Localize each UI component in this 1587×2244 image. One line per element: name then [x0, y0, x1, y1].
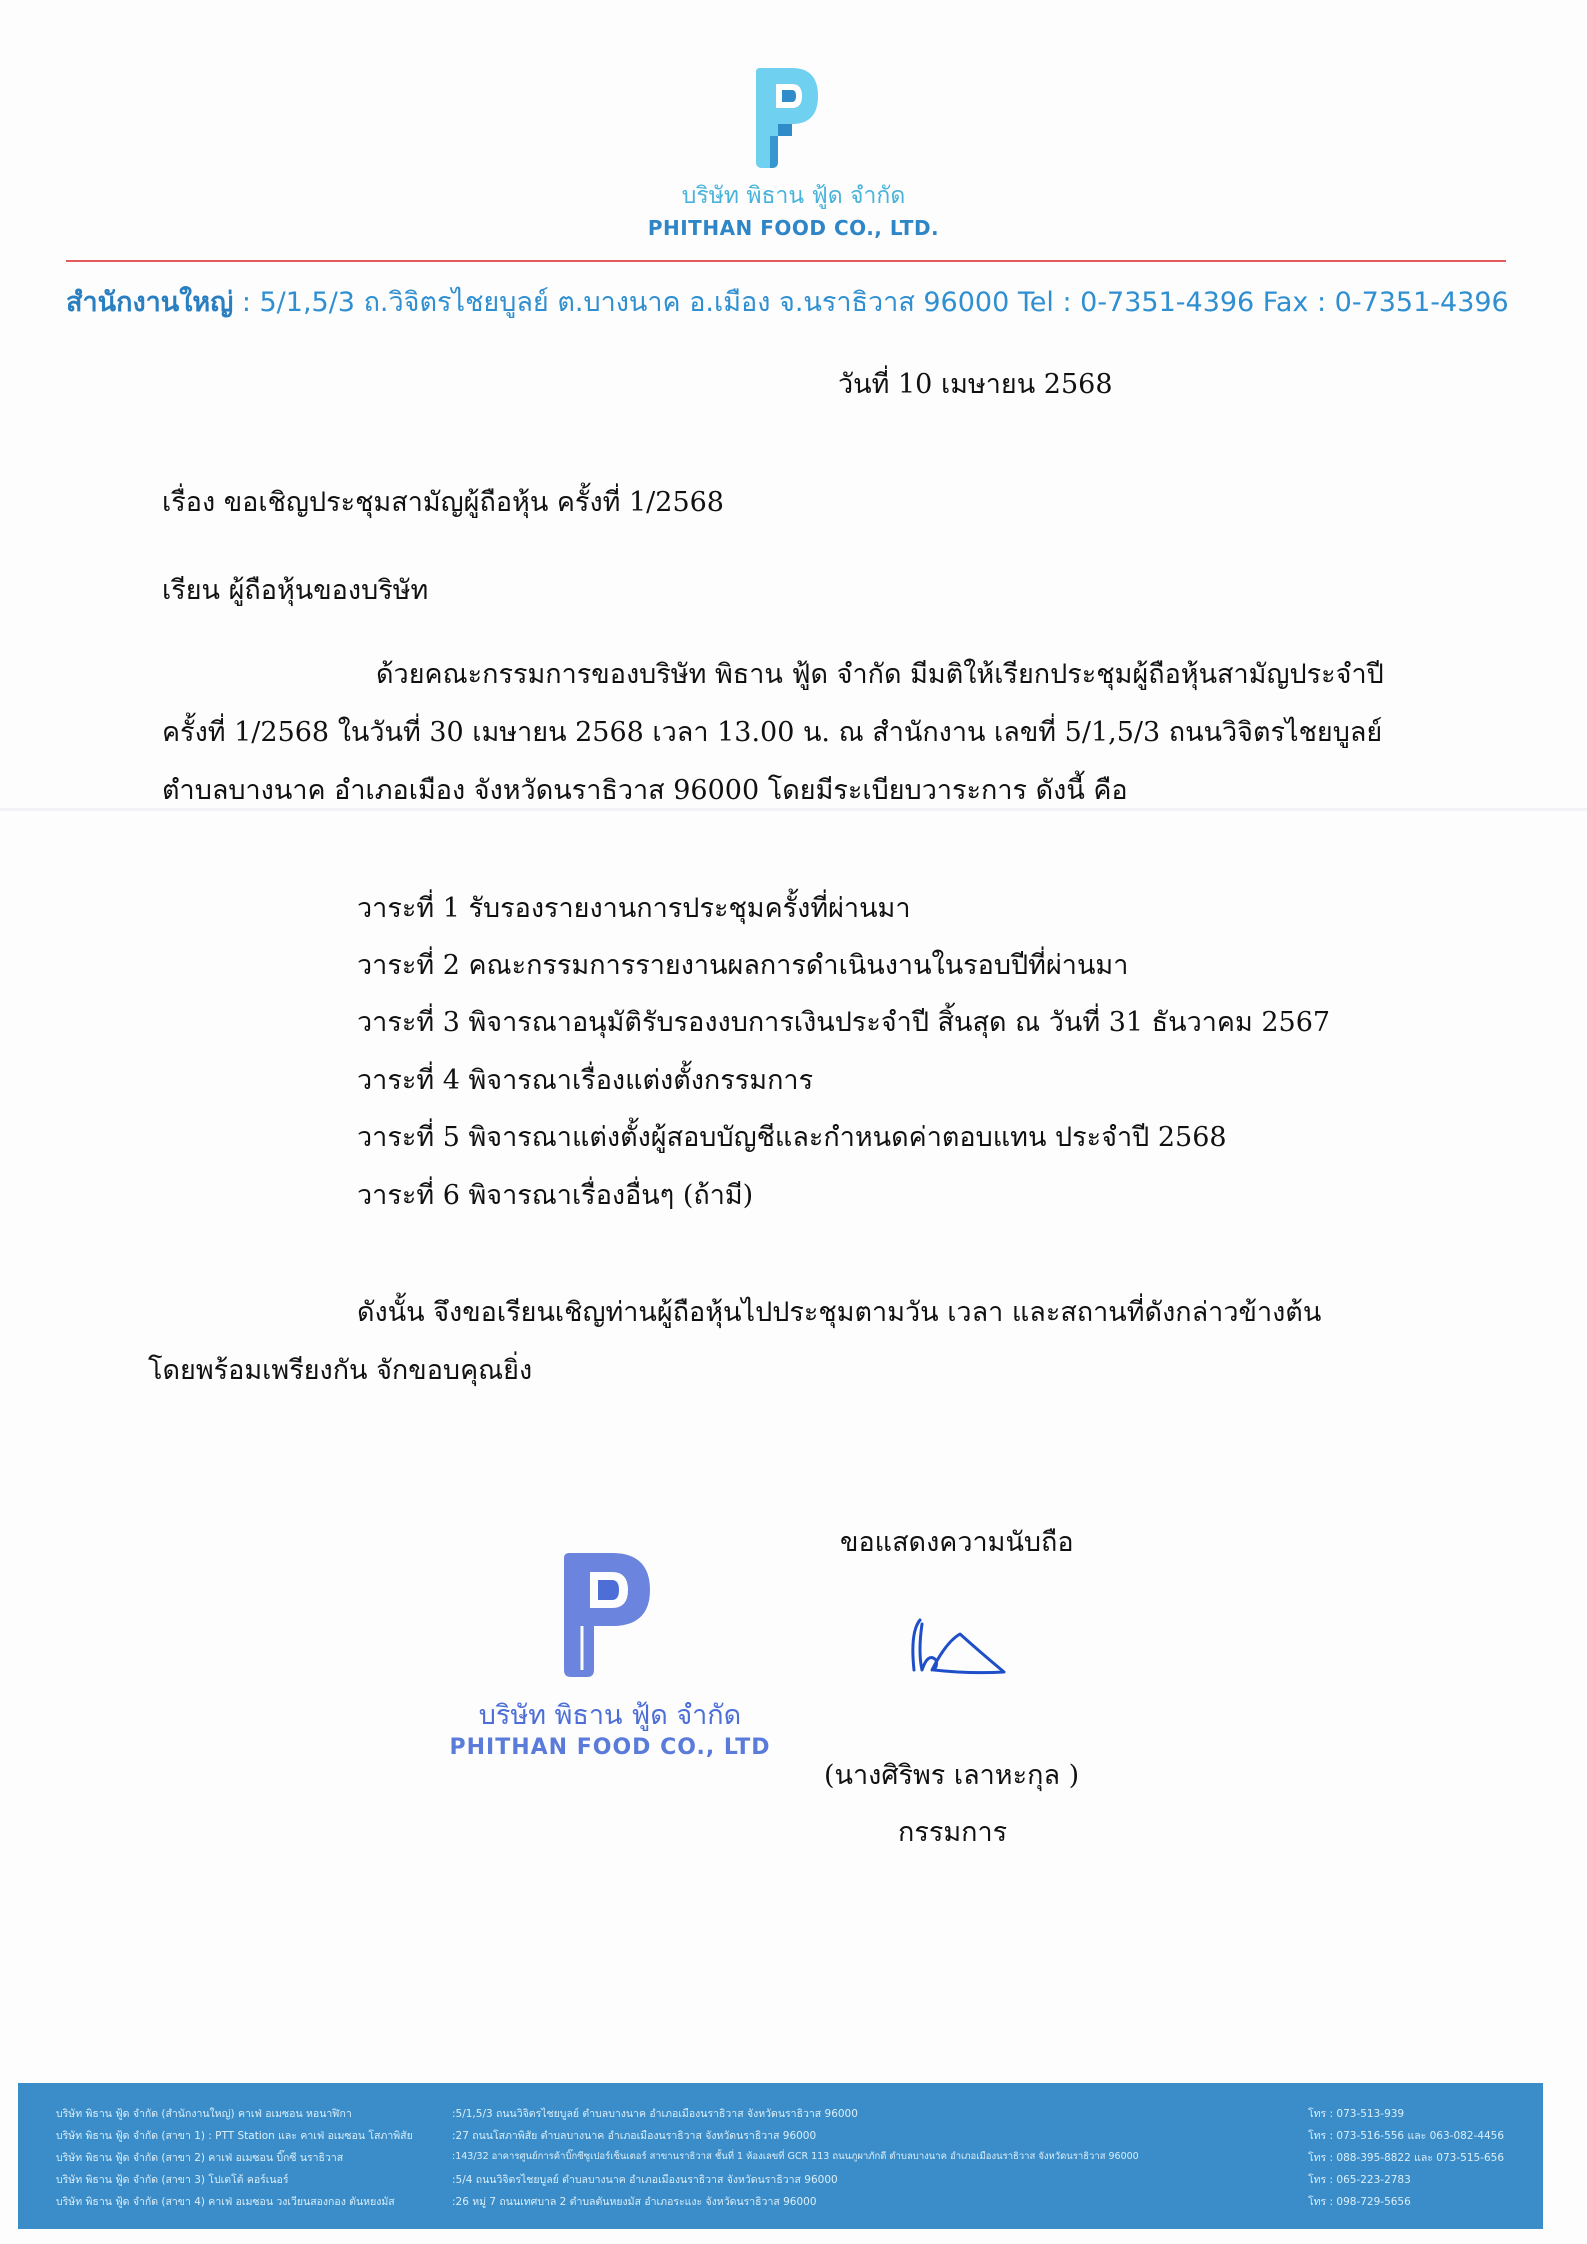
- branch-phone: โทร : 073-513-939: [1308, 2108, 1405, 2120]
- body-line: ครั้งที่ 1/2568 ในวันที่ 30 เมษายน 2568 เวลา 13.00 น. ณ สำนักงาน เลขที่ 5/1,5/3 ถนนวิจิตรไชยบูลย์: [162, 717, 1383, 748]
- branch-phone: โทร : 098-729-5656: [1308, 2196, 1411, 2208]
- letterhead-divider: [66, 260, 1506, 262]
- branch-name: บริษัท พิธาน ฟู้ด จำกัด (สำนักงานใหญ่) คาเฟ่ อเมซอน หอนาฬิกา: [56, 2108, 352, 2120]
- signer-name: (นางศิริพร เลาหะกุล ): [824, 1760, 1080, 1791]
- regards-text: ขอแสดงความนับถือ: [840, 1527, 1074, 1558]
- closing-line: โดยพร้อมเพรียงกัน จักขอบคุณยิ่ง: [148, 1355, 533, 1386]
- closing-line: ดังนั้น จึงขอเรียนเชิญท่านผู้ถือหุ้นไปประชุมตามวัน เวลา และสถานที่ดังกล่าวข้างต้น: [357, 1297, 1322, 1328]
- company-name-th: บริษัท พิธาน ฟู้ด จำกัด: [681, 183, 906, 209]
- agenda-item: วาระที่ 2 คณะกรรมการรายงานผลการดำเนินงานในรอบปีที่ผ่านมา: [357, 950, 1129, 981]
- letter-recipient: เรียน ผู้ถือหุ้นของบริษัท: [162, 575, 429, 606]
- branch-address: :143/32 อาคารศูนย์การค้าบิ๊กซีซูเปอร์เซ็นเตอร์ สาขานราธิวาส ชั้นที่ 1 ห้องเลขที่ GCR 113 ถนนภูผาภักดี ตำบลบางนาค อำเภอเมืองนราธิวาส จังหวัดนราธิวาส 96000: [452, 2151, 1139, 2162]
- branch-name: บริษัท พิธาน ฟู้ด จำกัด (สาขา 1) : PTT Station และ คาเฟ่ อเมซอน โสภาพิสัย: [56, 2130, 413, 2142]
- stamp-company-name-en: PHITHAN FOOD CO., LTD: [449, 1735, 771, 1760]
- letter-subject: เรื่อง ขอเชิญประชุมสามัญผู้ถือหุ้น ครั้งที่ 1/2568: [162, 487, 724, 518]
- signature-icon: [900, 1612, 1020, 1682]
- branch-name: บริษัท พิธาน ฟู้ด จำกัด (สาขา 4) คาเฟ่ อเมซอน วงเวียนสองกอง ตันหยงมัส: [56, 2196, 395, 2208]
- pf-stamp-logo-icon: [556, 1550, 656, 1680]
- agenda-item: วาระที่ 4 พิจารณาเรื่องแต่งตั้งกรรมการ: [357, 1065, 814, 1096]
- branch-address: :5/4 ถนนวิจิตรไชยบูลย์ ตำบลบางนาค อำเภอเมืองนราธิวาส จังหวัดนราธิวาส 96000: [452, 2174, 838, 2186]
- head-office-address: [66, 280, 1526, 323]
- body-line: ตำบลบางนาค อำเภอเมือง จังหวัดนราธิวาส 96000 โดยมีระเบียบวาระการ ดังนี้ คือ: [162, 775, 1128, 806]
- company-name-en: PHITHAN FOOD CO., LTD.: [647, 216, 940, 240]
- stamp-company-name-th: บริษัท พิธาน ฟู้ด จำกัด: [478, 1700, 742, 1731]
- branch-name: บริษัท พิธาน ฟู้ด จำกัด (สาขา 3) โปเตโต้ คอร์เนอร์: [56, 2174, 289, 2186]
- branch-name: บริษัท พิธาน ฟู้ด จำกัด (สาขา 2) คาเฟ่ อเมซอน บิ๊กซี นราธิวาส: [56, 2152, 344, 2164]
- agenda-item: วาระที่ 1 รับรองรายงานการประชุมครั้งที่ผ่านมา: [357, 893, 911, 924]
- branch-address: :27 ถนนโสภาพิสัย ตำบลบางนาค อำเภอเมืองนราธิวาส จังหวัดนราธิวาส 96000: [452, 2130, 817, 2142]
- letter-date: วันที่ 10 เมษายน 2568: [838, 369, 1113, 400]
- head-office-details: : 5/1,5/3 ถ.วิจิตรไชยบูลย์ ต.บางนาค อ.เมือง จ.นราธิวาส 96000 Tel : 0-7351-4396 Fax : 0-7351-4396: [233, 287, 1509, 318]
- body-line: ด้วยคณะกรรมการของบริษัท พิธาน ฟู้ด จำกัด มีมติให้เรียกประชุมผู้ถือหุ้นสามัญประจำปี: [376, 659, 1384, 690]
- signer-title: กรรมการ: [898, 1817, 1008, 1848]
- pf-logo-icon: [752, 66, 822, 170]
- agenda-item: วาระที่ 6 พิจารณาเรื่องอื่นๆ (ถ้ามี): [357, 1180, 754, 1211]
- agenda-item: วาระที่ 3 พิจารณาอนุมัติรับรองงบการเงินประจำปี สิ้นสุด ณ วันที่ 31 ธันวาคม 2567: [357, 1007, 1331, 1038]
- branch-phone: โทร : 065-223-2783: [1308, 2174, 1411, 2186]
- head-office-label: สำนักงานใหญ่: [66, 287, 234, 318]
- branch-address: :5/1,5/3 ถนนวิจิตรไชยบูลย์ ตำบลบางนาค อำเภอเมืองนราธิวาส จังหวัดนราธิวาส 96000: [452, 2108, 858, 2120]
- agenda-item: วาระที่ 5 พิจารณาแต่งตั้งผู้สอบบัญชีและกำหนดค่าตอบแทน ประจำปี 2568: [357, 1122, 1227, 1153]
- branch-phone: โทร : 073-516-556 และ 063-082-4456: [1308, 2130, 1505, 2142]
- branch-footer: [18, 2083, 1543, 2229]
- branch-address: :26 หมู่ 7 ถนนเทศบาล 2 ตำบลตันหยงมัส อำเภอระแงะ จังหวัดนราธิวาส 96000: [452, 2196, 817, 2208]
- branch-phone: โทร : 088-395-8822 และ 073-515-656: [1308, 2152, 1505, 2164]
